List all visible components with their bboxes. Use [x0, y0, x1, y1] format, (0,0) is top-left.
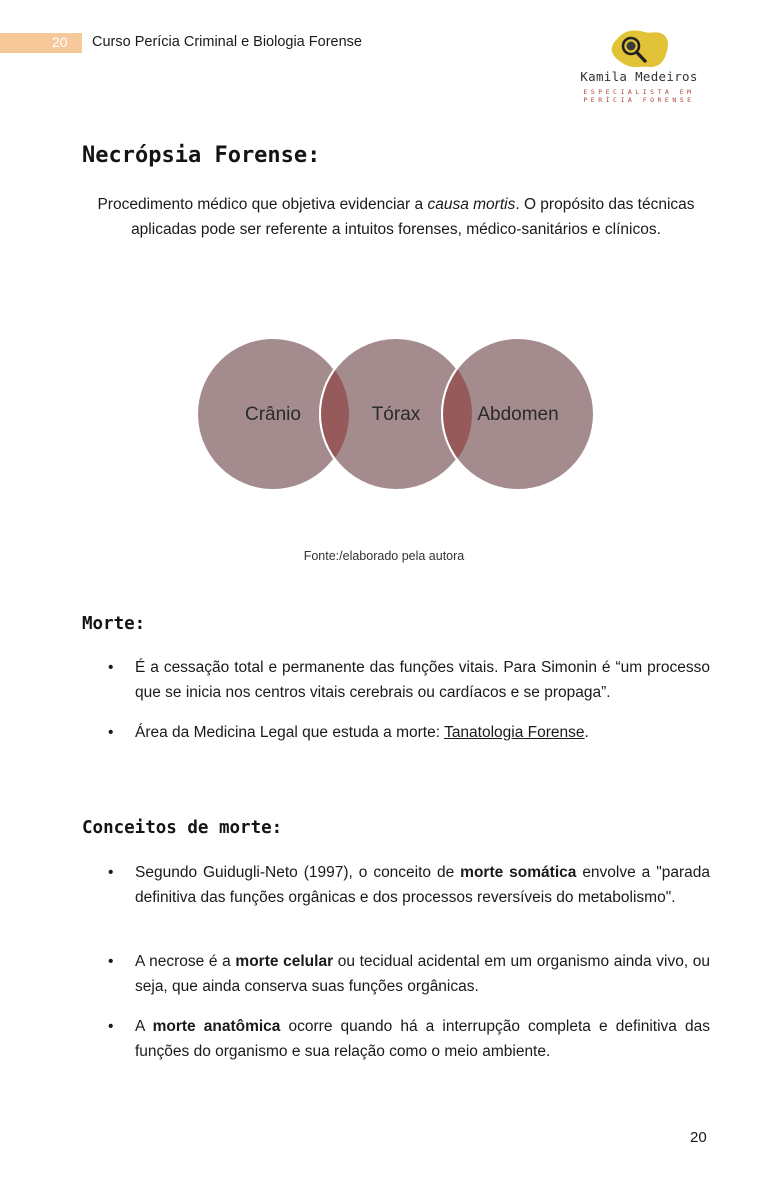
- conceito-morte-somatica: [135, 861, 710, 910]
- header-page-number: 20: [52, 34, 68, 50]
- heading-morte: Morte:: [82, 614, 146, 634]
- conceito-text: A: [135, 1018, 153, 1035]
- bullet-icon: •: [108, 659, 114, 676]
- bullet-icon: •: [108, 864, 114, 881]
- figure-caption: Fonte:/elaborado pela autora: [303, 549, 465, 563]
- footer-page-number: 20: [690, 1129, 707, 1146]
- logo-name: Kamila Medeiros: [580, 69, 698, 84]
- term-morte-anatomica: morte anatômica: [152, 1018, 281, 1035]
- conceito-text: ocorre quando há a interrupção completa e definitiva das funções do organismo e sua relação como o meio ambiente.: [135, 1018, 710, 1060]
- venn-diagram: [0, 0, 768, 520]
- morte-area-end: .: [584, 724, 589, 741]
- morte-area: [135, 721, 710, 746]
- heading-conceitos-de-morte: Conceitos de morte:: [82, 818, 283, 838]
- conceito-text: envolve a "parada definitiva das funções orgânicas e dos processos reversíveis do metabolismo".: [135, 864, 710, 906]
- heading-necropsia: Necrópsia Forense:: [82, 143, 321, 168]
- term-morte-somatica: morte somática: [460, 864, 577, 881]
- conceito-text: A necrose é a: [135, 953, 236, 970]
- morte-definition: É a cessação total e permanente das funções vitais. Para Simonin é “um processo que se inicia nos centros vitais cerebrais ou cardíacos e se propaga”.: [135, 659, 710, 701]
- conceito-text: ou tecidual acidental em um organismo ainda vivo, ou seja, que ainda conserva suas funções orgânicas.: [135, 953, 711, 995]
- intro-text-start: Procedimento médico que objetiva evidenciar a: [97, 196, 428, 213]
- venn-label-abdomen: Abdomen: [477, 404, 559, 425]
- logo-subtitle-line2: PERÍCIA FORENSE: [583, 96, 695, 104]
- bullet-icon: •: [108, 724, 114, 741]
- venn-label-cranio: Crânio: [245, 404, 301, 425]
- tanatologia-link[interactable]: Tanatologia Forense: [444, 724, 585, 741]
- conceito-text: Segundo Guidugli-Neto (1997), o conceito de: [135, 864, 461, 881]
- header-course-title: Curso Perícia Criminal e Biologia Forense: [92, 34, 362, 50]
- intro-causa-mortis: causa mortis: [427, 196, 516, 213]
- bullet-icon: •: [108, 953, 114, 970]
- conceito-morte-celular: [135, 950, 710, 999]
- bullet-icon: •: [108, 1018, 114, 1035]
- logo-subtitle-line1: ESPECIALISTA EM: [583, 88, 695, 96]
- term-morte-celular: morte celular: [235, 953, 334, 970]
- conceito-morte-anatomica: [135, 1015, 710, 1064]
- venn-label-torax: Tórax: [371, 404, 421, 425]
- morte-area-text: Área da Medicina Legal que estuda a morte:: [135, 724, 445, 741]
- intro-text-end: . O propósito das técnicas aplicadas pode ser referente a intuitos forenses, médico-sanitários e clínicos.: [131, 196, 695, 238]
